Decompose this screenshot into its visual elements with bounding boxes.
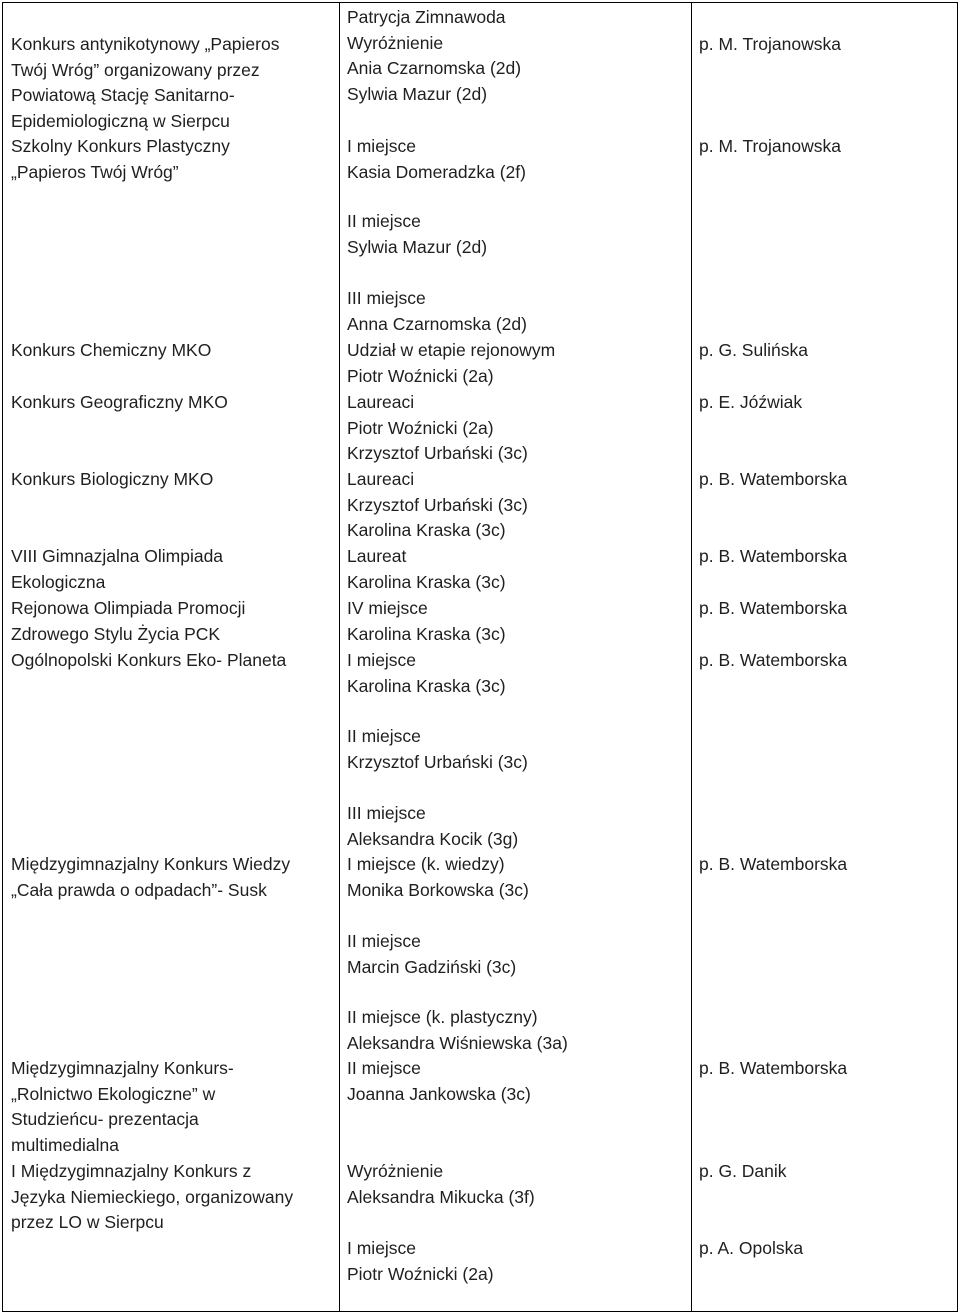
result-entry: II miejsce Krzysztof Urbański (3c) xyxy=(347,726,528,772)
result-entry: Laureaci Krzysztof Urbański (3c) Karolina Kraska (3c) xyxy=(347,469,528,541)
result-entry: I miejsce (k. wiedzy) Monika Borkowska (3c) xyxy=(347,854,529,900)
teacher-name: p. G. Sulińska xyxy=(699,340,808,360)
result-entry: II miejsce Joanna Jankowska (3c) xyxy=(347,1058,531,1104)
teacher-name: p. M. Trojanowska xyxy=(699,136,841,156)
result-entry: Patrycja Zimnawoda Wyróżnienie Ania Czarnomska (2d) Sylwia Mazur (2d) xyxy=(347,7,522,104)
competition-name: Konkurs Chemiczny MKO xyxy=(11,340,212,360)
result-entry: I miejsce Karolina Kraska (3c) xyxy=(347,650,506,696)
competition-name: VIII Gimnazjalna Olimpiada Ekologiczna xyxy=(11,546,224,592)
competition-name: Ogólnopolski Konkurs Eko- Planeta xyxy=(11,650,287,670)
competition-name: Konkurs antynikotynowy „Papieros Twój Wróg” organizowany przez Powiatową Stację Sanitarno- Epidemiologiczną w Sierpcu xyxy=(11,34,280,131)
column-divider-2 xyxy=(691,3,692,1311)
result-entry: II miejsce Marcin Gadziński (3c) xyxy=(347,931,517,977)
result-entry: Laureat Karolina Kraska (3c) xyxy=(347,546,506,592)
result-entry: Laureaci Piotr Woźnicki (2a) Krzysztof Urbański (3c) xyxy=(347,392,528,464)
result-entry: Wyróżnienie Aleksandra Mikucka (3f) xyxy=(347,1161,535,1207)
competition-name: Szkolny Konkurs Plastyczny „Papieros Twój Wróg” xyxy=(11,136,230,182)
competition-name: Konkurs Geograficzny MKO xyxy=(11,392,228,412)
teacher-name: p. M. Trojanowska xyxy=(699,34,841,54)
teacher-name: p. A. Opolska xyxy=(699,1238,804,1258)
competition-name: Międzygimnazjalny Konkurs- „Rolnictwo Ekologiczne” w Studzieńcu- prezentacja multimedialna xyxy=(11,1058,234,1155)
teacher-name: p. B. Watemborska xyxy=(699,598,848,618)
competition-name: I Międzygimnazjalny Konkurs z Języka Niemieckiego, organizowany przez LO w Sierpcu xyxy=(11,1161,294,1233)
teacher-name: p. B. Watemborska xyxy=(699,1058,848,1078)
competition-name: Rejonowa Olimpiada Promocji Zdrowego Stylu Życia PCK xyxy=(11,598,246,644)
result-entry: II miejsce (k. plastyczny) Aleksandra Wiśniewska (3a) xyxy=(347,1007,568,1053)
competition-name: Międzygimnazjalny Konkurs Wiedzy „Cała prawda o odpadach”- Susk xyxy=(11,854,291,900)
teacher-name: p. B. Watemborska xyxy=(699,650,848,670)
teacher-name: p. E. Jóźwiak xyxy=(699,392,803,412)
teacher-name: p. B. Watemborska xyxy=(699,546,848,566)
result-entry: III miejsce Anna Czarnomska (2d) xyxy=(347,288,527,334)
teacher-name: p. B. Watemborska xyxy=(699,854,848,874)
competition-name: Konkurs Biologiczny MKO xyxy=(11,469,214,489)
teacher-name: p. B. Watemborska xyxy=(699,469,848,489)
result-entry: IV miejsce Karolina Kraska (3c) xyxy=(347,598,506,644)
result-entry: I miejsce Piotr Woźnicki (2a) xyxy=(347,1238,494,1284)
result-entry: I miejsce Kasia Domeradzka (2f) xyxy=(347,136,526,182)
teacher-name: p. G. Danik xyxy=(699,1161,787,1181)
column-divider-1 xyxy=(339,3,340,1311)
result-entry: III miejsce Aleksandra Kocik (3g) xyxy=(347,803,519,849)
result-entry: Udział w etapie rejonowym Piotr Woźnicki (2a) xyxy=(347,340,556,386)
result-entry: II miejsce Sylwia Mazur (2d) xyxy=(347,211,488,257)
